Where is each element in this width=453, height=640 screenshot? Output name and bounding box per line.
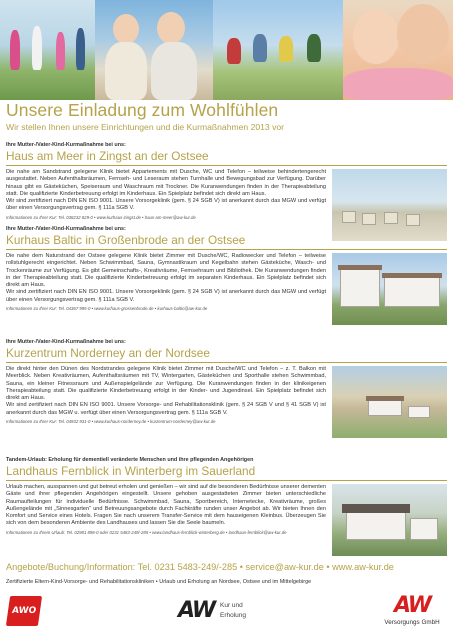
photo-clinic-building bbox=[332, 253, 447, 325]
section-body bbox=[6, 253, 332, 325]
tagline: Zertifizierte Eltern-Kind-Vorsorge- und Rehabilitationskliniken • Urlaub und Erholung an Nordsee, Ostsee und im Mittelgebirge bbox=[6, 579, 312, 585]
hero-photo-cyclists bbox=[213, 0, 343, 100]
section-paragraph: Die nahe am Sandstrand gelegene Klinik bietet Appartements mit Dusche, WC und Telefon – teilweise behindertengerecht ausgestattet. Neben Aufenthaltsräumen, Fernseh- und Leseraum stehen Turnhalle und Bewegungsbad zur Verfügung. Darüber hinaus gibt es Gästeküchen, Speiseraum und Waschraum mit Trockner. Die Kuranwendungen finden in der Therapieabteilung statt. Die qualifizierte Kinderbetreuung erfolgt im Kinderhaus. Ein Spielplatz befindet sich direkt am Haus. bbox=[6, 169, 326, 197]
photo-aerial-dunes bbox=[332, 366, 447, 438]
section-title: Landhaus Fernblick in Winterberg im Sauerland bbox=[6, 464, 256, 478]
aw-versorgungs-mark: AW bbox=[393, 593, 431, 618]
aw-logo-mark: AW bbox=[178, 598, 215, 623]
aw-logo-line1: Kur und bbox=[220, 602, 243, 609]
aw-kur-erholung-logo bbox=[178, 596, 268, 630]
section-paragraph: Wir sind zertifiziert nach DIN EN ISO 9001. Unsere Vorsorge- und Rehabilitationsklinik (gem. § 24 SGB V und § 41 SGB V) ist anerkannt durch das MGW u. verfügt über einen Versorgungsvertrag gem. § 111a SGB V. bbox=[6, 402, 326, 416]
section-kicker: Ihre Mutter-/Vater-Kind-Kurmaßnahme bei uns: bbox=[6, 142, 126, 148]
hero-photo-elderly-couple bbox=[95, 0, 213, 100]
section-divider bbox=[6, 480, 447, 481]
section-paragraph: Wir sind zertifiziert nach DIN EN ISO 9001. Unsere Vorsorgeklinik (gem. § 24 SGB V) ist anerkannt durch das MGW und verfügt über einen Versorgungsvertrag gem. § 111a SGB V. bbox=[6, 289, 326, 303]
section-paragraph: Wir sind zertifiziert nach DIN EN ISO 9001. Unsere Vorsorgeklinik (gem. § 24 SGB V) ist anerkannt durch das MGW und verfügt über einen Versorgungsvertrag gem. § 111a SGB V. bbox=[6, 198, 326, 212]
section-contact-info: Informationen zu Ihrer Kur: Tel. 04367 995-0 • www.kurhaus-grossenbrode.de • kurhaus-baltic@aw-kur.de bbox=[6, 306, 208, 312]
contact-line bbox=[6, 562, 447, 572]
section-body bbox=[6, 484, 332, 556]
hero-photo-mother-child bbox=[343, 0, 453, 100]
section-divider bbox=[6, 362, 447, 363]
section-title: Haus am Meer in Zingst an der Ostsee bbox=[6, 149, 209, 163]
section-kicker: Ihre Mutter-/Vater-Kind-Kurmaßnahme bei uns: bbox=[6, 226, 126, 232]
contact-label: Angebote/Buchung/Information: bbox=[6, 562, 136, 572]
section-paragraph: Die nahe dem Naturstrand der Ostsee gelegene Klinik bietet Zimmer mit Dusche/WC, Radiowecker und Telefon – teilweise rollstuhlgerecht eingerichtet. Neben Schwimmbad, Sauna, Gymnastikraum und Kegelbahn stehen Gästeküche, Wasch- und Trockenräume zur Verfügung. Es gibt Gemeinschafts-, Kreativräume, Fernsehraum und Bibliothek. Die Kuranwendungen finden in der Therapieabteilung statt. Die qualifizierte Kinderbetreuung erfolgt im separaten Kinderhaus. Ein Spielplatz befindet sich direkt am Haus. bbox=[6, 253, 326, 289]
section-grossenbrode bbox=[6, 225, 447, 325]
aw-logo-line2: Erholung bbox=[220, 612, 247, 619]
section-title: Kurhaus Baltic in Großenbrode an der Ostsee bbox=[6, 233, 246, 247]
section-kicker: Tandem-Urlaub: Erholung für dementiell veränderte Menschen und ihre pflegenden Angehörigen bbox=[6, 457, 254, 463]
page-subtitle: Wir stellen Ihnen unsere Einrichtungen und die Kurmaßnahmen 2013 vor bbox=[6, 122, 285, 132]
section-winterberg bbox=[6, 456, 447, 556]
hero-photo-strip bbox=[0, 0, 453, 100]
section-contact-info: Informationen zu Ihrer Kur: Tel. 04932 931-0 • www.kurhaus-norderney.de • kurzentrum-norderney@aw-kur.de bbox=[6, 419, 216, 425]
section-paragraph: Die direkt hinter den Dünen des Nordstrandes gelegene Klinik bietet Zimmer mit Dusche/WC und Telefon – z. T. Balkon mit Meerblick. Neben Kreativräumen, Aufenthaltsräumen mit TV, Wintergarten, Gästeküchen und Sporthalle stehen Schwimmbad, Sauna, ein kleiner Fitnessraum und Außenspielgelände zur Verfügung. Die Kuranwendungen finden in der klinikeigenen Therapieabteilung statt. Die qualifizierte Kinderbetreuung erfolgt in der Kinder- und Jugendinsel. Ein Spielplatz befindet sich direkt am Haus. bbox=[6, 366, 326, 402]
section-divider bbox=[6, 249, 447, 250]
section-divider bbox=[6, 165, 447, 166]
section-body bbox=[6, 366, 332, 438]
hero-photo-walkers bbox=[0, 0, 95, 100]
awo-logo: AWO bbox=[6, 596, 42, 626]
section-contact-info: Informationen zu Ihrer Kur: Tel. 038232 829-0 • www.kurhaus-zingst.de • haus-am-meer@aw-kur.de bbox=[6, 214, 196, 220]
photo-country-house bbox=[332, 484, 447, 556]
section-contact-info: Informationen zu Ihrem Urlaub: Tel. 02981 898-0 oder 0231 5483-249/-285 • www.landhaus-fernblick-winterberg.de • landhaus-fernblick@aw-kur.de bbox=[6, 529, 287, 535]
page-title: Unsere Einladung zum Wohlfühlen bbox=[6, 100, 279, 120]
contact-details: Tel. 0231 5483-249/-285 • service@aw-kur.de • www.aw-kur.de bbox=[137, 562, 394, 572]
section-paragraph: Urlaub machen, ausspannen und gut betreut erholen und genießen – wir sind auf die besonderen Bedürfnisse unserer dementen Gäste und ihrer pflegenden Angehörigen eingestellt. Unsere gehoben ausgestatteten Zimmer bieten unterschiedliche Raumaufteilungen für individuelle Bedürfnisse. Schwimmbad, Sauna, Sportbereich, Internetecke, Kreativräume, großes Außengelände mit „Sinnesgarten“ und Betreuungsangebote durch Fachkräfte runden unser Angebot ab. Wir bieten Ihnen den Komfort und Service eines Hotels. Fragen Sie nach unserem Transfer-Service mit dem hauseigenen Kleinbus. Überzeugen Sie sich von dem besonderen Ambiente des Landhauses und lassen Sie die Seele baumeln. bbox=[6, 484, 326, 527]
section-norderney bbox=[6, 338, 447, 438]
aw-versorgungs-label: Versorgungs GmbH bbox=[384, 619, 440, 626]
section-title: Kurzentrum Norderney an der Nordsee bbox=[6, 346, 210, 360]
aw-versorgungs-logo bbox=[372, 594, 452, 634]
section-kicker: Ihre Mutter-/Vater-Kind-Kurmaßnahme bei uns: bbox=[6, 339, 126, 345]
